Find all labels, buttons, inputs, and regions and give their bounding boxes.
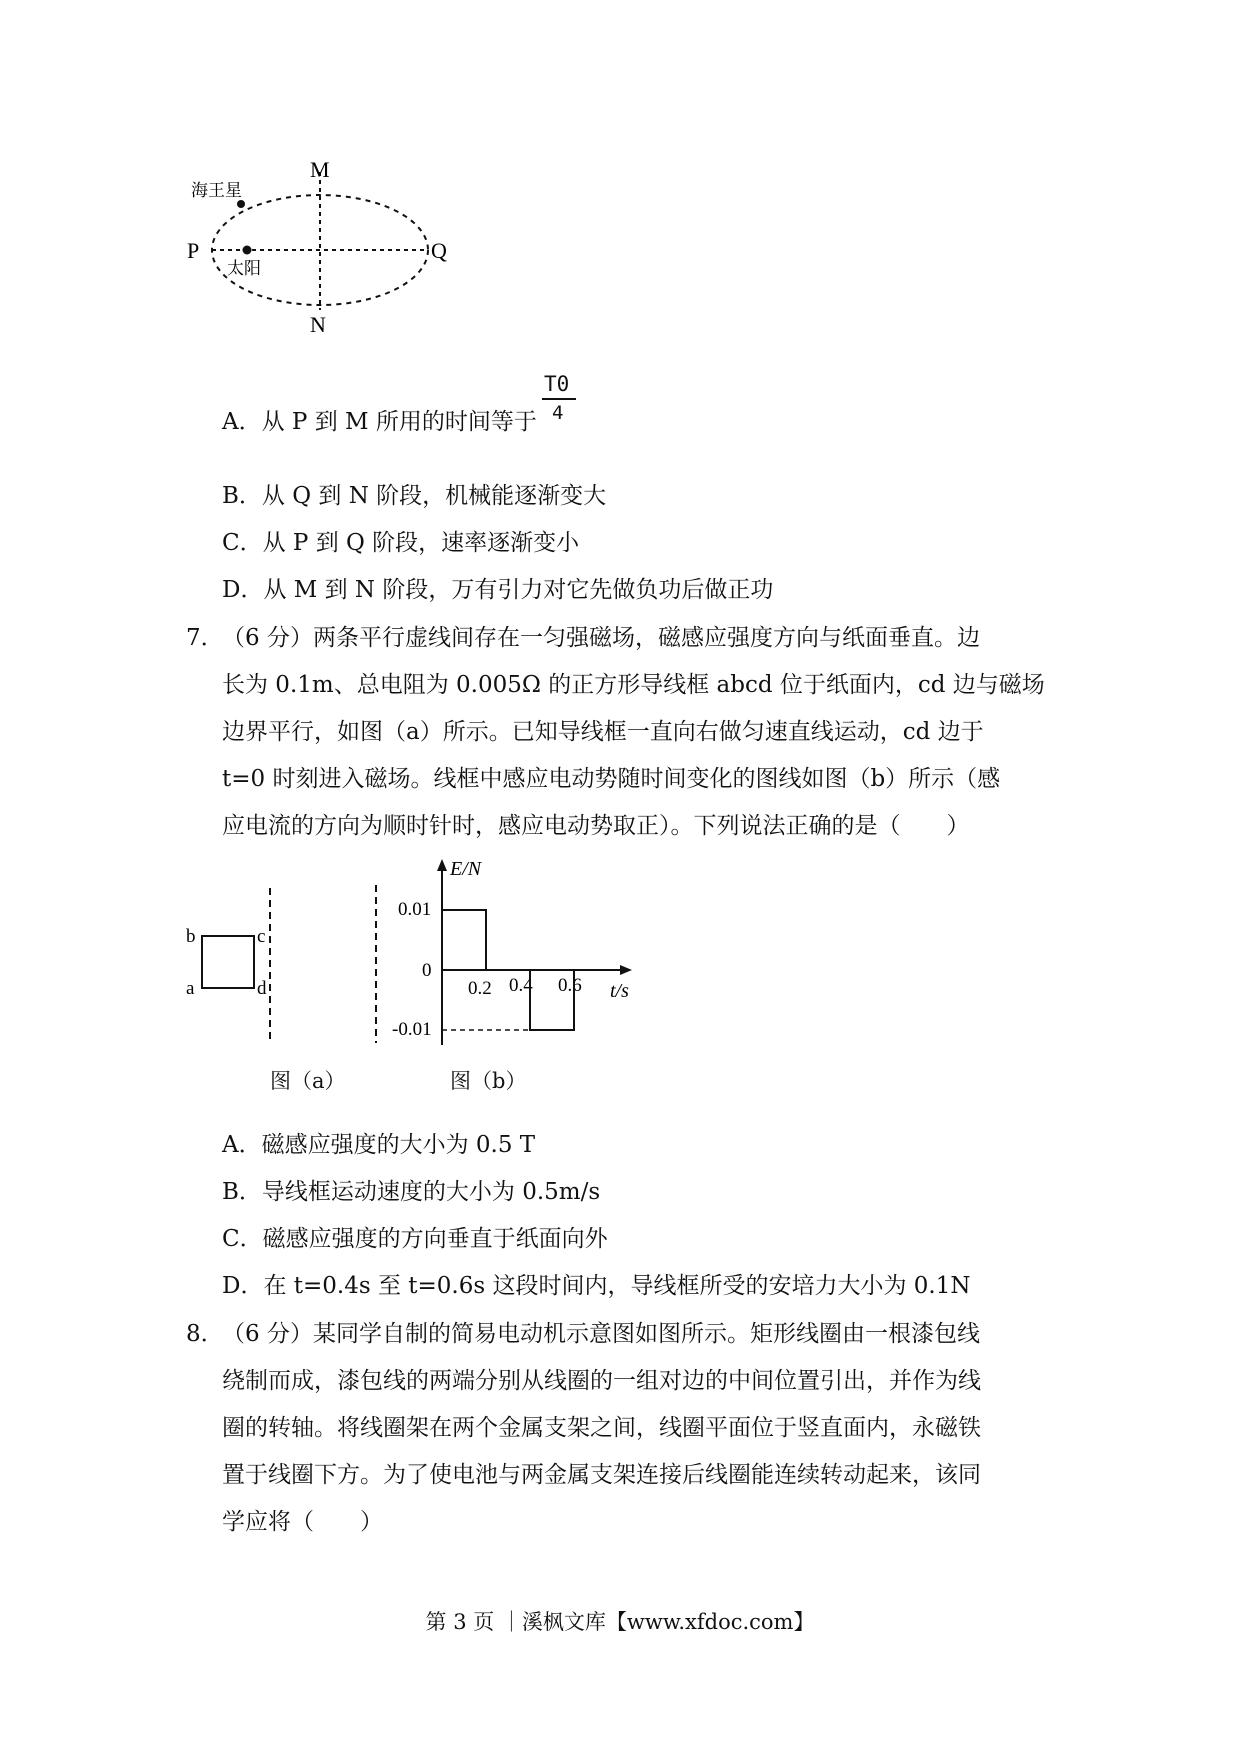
x-axis-arrow [620, 965, 632, 975]
wire-frame [202, 936, 254, 988]
q7-option-a: A．磁感应强度的大小为 0.5 T [222, 1132, 536, 1158]
q8-line-5: 学应将（ ） [222, 1509, 383, 1535]
q6-option-a-text: A．从 P 到 M 所用的时间等于 [222, 409, 537, 435]
figure-a [180, 850, 350, 1050]
fraction-bar [542, 398, 576, 400]
fraction-numerator: T0 [544, 372, 570, 396]
sun-dot [243, 246, 252, 255]
label-c: c [257, 926, 266, 947]
y-axis-label: E/N [450, 858, 482, 880]
label-d: d [257, 978, 267, 999]
label-n: N [310, 312, 326, 337]
q6-option-c: C．从 P 到 Q 阶段，速率逐渐变小 [222, 530, 580, 556]
tick-label-pos: 0.01 [398, 899, 432, 920]
q7-option-c: C．磁感应强度的方向垂直于纸面向外 [222, 1226, 608, 1252]
q7-line-4: t=0 时刻进入磁场。线框中感应电动势随时间变化的图线如图（b）所示（感 [222, 766, 1001, 792]
label-q: Q [431, 238, 447, 263]
q7-line-5: 应电流的方向为顺时针时，感应电动势取正）。下列说法正确的是（ ） [222, 813, 970, 839]
q7-line-2: 长为 0.1m、总电阻为 0.005Ω 的正方形导线框 abcd 位于纸面内，cd 边与磁场 [222, 672, 1045, 698]
figure-a-caption: 图（a） [270, 1069, 346, 1093]
q7-option-d: D．在 t=0.4s 至 t=0.6s 这段时间内，导线框所受的安培力大小为 0.1N [222, 1273, 971, 1299]
figure-b-caption: 图（b） [450, 1069, 527, 1093]
x-axis-label: t/s [610, 980, 629, 1002]
label-p: P [187, 238, 200, 263]
q8-line-3: 圈的转轴。将线圈架在两个金属支架之间，线圈平面位于竖直面内，永磁铁 [222, 1415, 981, 1441]
tick-label-neg: -0.01 [392, 1019, 432, 1040]
q8-line-2: 绕制而成，漆包线的两端分别从线圈的一组对边的中间位置引出，并作为线 [222, 1368, 981, 1394]
y-axis-arrow [437, 859, 447, 871]
tick-label-zero: 0 [422, 960, 432, 981]
tick-label-02: 0.2 [468, 978, 492, 999]
orbit-figure [185, 160, 465, 340]
page-footer: 第 3 页 ｜溪枫文库【www.xfdoc.com】 [425, 1610, 815, 1634]
q7-option-b: B．导线框运动速度的大小为 0.5m/s [222, 1179, 601, 1205]
q6-option-a [222, 407, 537, 437]
label-a: a [186, 978, 195, 999]
neptune-dot [237, 200, 245, 208]
q6-option-b: B．从 Q 到 N 阶段，机械能逐渐变大 [222, 483, 607, 509]
emf-positive-segment [442, 910, 486, 970]
q8-line-1: （6 分）某同学自制的简易电动机示意图如图所示。矩形线圈由一根漆包线 [222, 1321, 980, 1347]
label-b: b [186, 926, 196, 947]
tick-label-06: 0.6 [558, 975, 582, 996]
tick-label-04: 0.4 [509, 975, 533, 996]
q7-line-3: 边界平行，如图（a）所示。已知导线框一直向右做匀速直线运动，cd 边于 [222, 719, 984, 745]
q7-line-1: （6 分）两条平行虚线间存在一匀强磁场，磁感应强度方向与纸面垂直。边 [222, 625, 980, 651]
fraction-denominator: 4 [552, 402, 564, 424]
q7-number: 7． [186, 625, 224, 651]
q8-number: 8． [186, 1321, 224, 1347]
figure-b-chart [360, 855, 650, 1050]
label-sun: 太阳 [227, 259, 261, 279]
label-m: M [310, 160, 330, 182]
q6-option-d: D．从 M 到 N 阶段，万有引力对它先做负功后做正功 [222, 577, 774, 603]
q8-line-4: 置于线圈下方。为了使电池与两金属支架连接后线圈能连续转动起来，该同 [222, 1462, 981, 1488]
label-neptune: 海王星 [191, 181, 242, 201]
